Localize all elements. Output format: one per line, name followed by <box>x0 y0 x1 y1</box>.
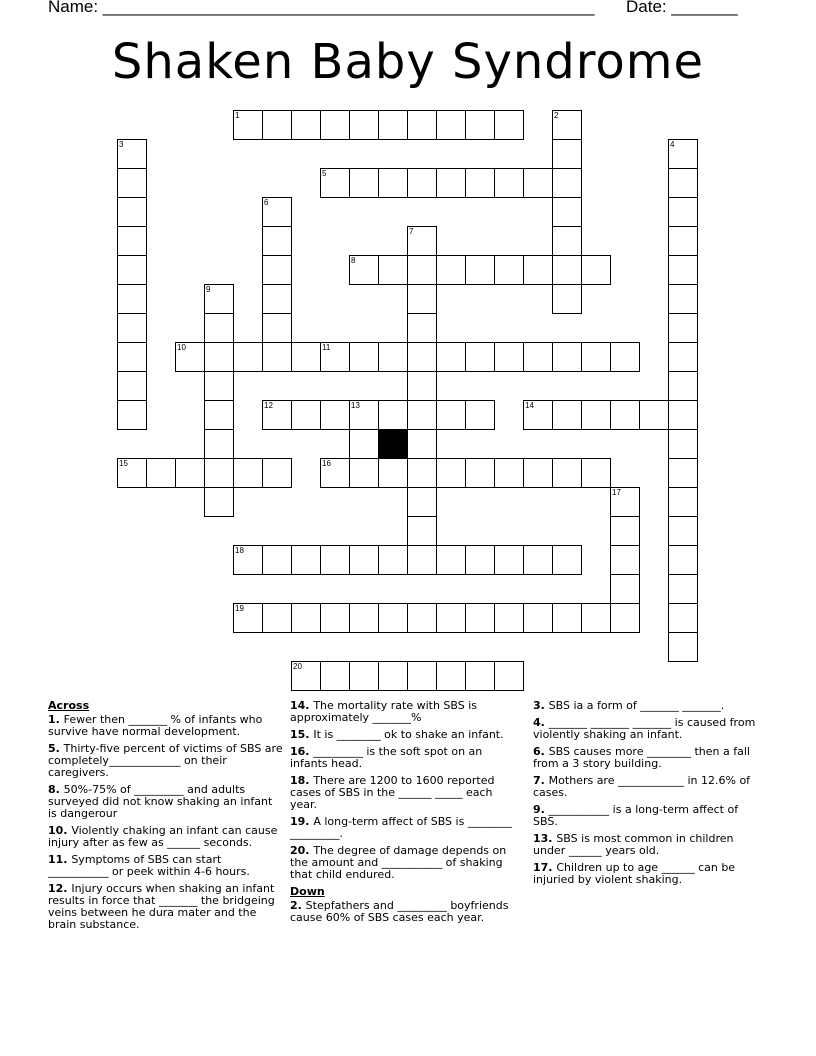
grid-cell[interactable] <box>668 139 698 169</box>
grid-cell[interactable] <box>349 661 379 691</box>
clue-number: 16 <box>322 459 331 468</box>
grid-cell[interactable] <box>320 168 350 198</box>
clue-text: Fewer then _______ % of infants who survive have normal development. <box>48 713 263 738</box>
grid-cell[interactable] <box>668 487 698 517</box>
grid-cell[interactable] <box>349 458 379 488</box>
clue-number-label: 8. <box>48 783 64 796</box>
grid-cell[interactable] <box>117 342 147 372</box>
grid-cell[interactable] <box>494 168 524 198</box>
grid-cell[interactable] <box>494 545 524 575</box>
grid-cell[interactable] <box>668 603 698 633</box>
clue-number-label: 11. <box>48 853 72 866</box>
across-clue-list <box>48 714 284 931</box>
grid-cell[interactable] <box>407 458 437 488</box>
clue <box>48 883 284 931</box>
grid-cell[interactable] <box>378 168 408 198</box>
grid-cell[interactable] <box>407 487 437 517</box>
clue <box>533 700 765 712</box>
grid-cell[interactable] <box>407 342 437 372</box>
clue-text: There are 1200 to 1600 reported cases of SBS in the ______ _____ each year. <box>290 774 495 811</box>
grid-cell[interactable] <box>262 603 292 633</box>
grid-cell[interactable] <box>610 574 640 604</box>
grid-cell[interactable] <box>117 168 147 198</box>
clue-number: 18 <box>235 546 244 555</box>
grid-cell[interactable] <box>465 603 495 633</box>
grid-cell[interactable] <box>465 342 495 372</box>
clue-number-label: 13. <box>533 832 557 845</box>
clue-number-label: 17. <box>533 861 557 874</box>
clue-number: 4 <box>670 140 675 149</box>
clue-number: 1 <box>235 111 240 120</box>
clue-number-label: 10. <box>48 824 72 837</box>
grid-cell[interactable] <box>407 371 437 401</box>
grid-cell[interactable] <box>523 458 553 488</box>
grid-cell[interactable] <box>204 313 234 343</box>
clue-text: It is ________ ok to shake an infant. <box>313 728 504 741</box>
clue-number: 14 <box>525 401 534 410</box>
grid-cell[interactable] <box>407 110 437 140</box>
grid-cell[interactable] <box>320 342 350 372</box>
grid-cell[interactable] <box>552 139 582 169</box>
clue-text: Children up to age ______ can be injuried by violent shaking. <box>533 861 736 886</box>
grid-cell[interactable] <box>204 458 234 488</box>
grid-cell[interactable] <box>610 516 640 546</box>
grid-cell[interactable] <box>407 226 437 256</box>
clues-column-2 <box>290 700 522 929</box>
grid-cell[interactable] <box>494 342 524 372</box>
grid-cell[interactable] <box>552 226 582 256</box>
grid-cell[interactable] <box>436 255 466 285</box>
grid-cell[interactable] <box>581 255 611 285</box>
grid-cell[interactable] <box>494 661 524 691</box>
clue-number: 12 <box>264 401 273 410</box>
grid-cell[interactable] <box>204 400 234 430</box>
clue <box>48 784 284 820</box>
grid-cell[interactable] <box>117 139 147 169</box>
grid-cell[interactable] <box>175 458 205 488</box>
down-clue-list <box>290 900 522 924</box>
grid-cell[interactable] <box>436 545 466 575</box>
grid-cell[interactable] <box>233 545 263 575</box>
grid-cell[interactable] <box>668 284 698 314</box>
grid-cell[interactable] <box>204 487 234 517</box>
grid-cell[interactable] <box>668 458 698 488</box>
grid-cell[interactable] <box>204 284 234 314</box>
grid-cell[interactable] <box>552 168 582 198</box>
grid-cell[interactable] <box>146 458 176 488</box>
grid-cell[interactable] <box>407 255 437 285</box>
grid-cell[interactable] <box>349 400 379 430</box>
across-heading: Across <box>48 699 90 712</box>
grid-cell[interactable] <box>204 371 234 401</box>
grid-cell[interactable] <box>262 110 292 140</box>
grid-cell[interactable] <box>523 342 553 372</box>
grid-cell[interactable] <box>552 284 582 314</box>
grid-cell[interactable] <box>465 545 495 575</box>
grid-cell[interactable] <box>436 342 466 372</box>
name-field-label: Name: ____________________________________________________ <box>48 0 595 16</box>
grid-cell[interactable] <box>378 255 408 285</box>
grid-cell[interactable] <box>117 458 147 488</box>
header <box>48 0 748 22</box>
grid-cell[interactable] <box>291 110 321 140</box>
clue-text: ___________ is a long-term affect of SBS. <box>533 803 739 828</box>
grid-cell[interactable] <box>233 603 263 633</box>
grid-cell[interactable] <box>320 110 350 140</box>
grid-cell[interactable] <box>407 661 437 691</box>
grid-cell[interactable] <box>523 255 553 285</box>
grid-cell[interactable] <box>291 661 321 691</box>
grid-cell[interactable] <box>117 400 147 430</box>
grid-cell[interactable] <box>581 342 611 372</box>
grid-cell[interactable] <box>552 400 582 430</box>
grid-cell[interactable] <box>668 429 698 459</box>
grid-cell[interactable] <box>349 168 379 198</box>
black-cell <box>378 429 408 459</box>
grid-cell[interactable] <box>610 400 640 430</box>
grid-cell[interactable] <box>378 342 408 372</box>
clue-number: 5 <box>322 169 327 178</box>
grid-cell[interactable] <box>117 284 147 314</box>
clue-text: The degree of damage depends on the amount and ___________ of shaking that child endured. <box>290 844 507 881</box>
grid-cell[interactable] <box>262 255 292 285</box>
grid-cell[interactable] <box>610 487 640 517</box>
grid-cell[interactable] <box>668 313 698 343</box>
grid-cell[interactable] <box>262 545 292 575</box>
grid-cell[interactable] <box>465 168 495 198</box>
grid-cell[interactable] <box>494 110 524 140</box>
grid-cell[interactable] <box>494 603 524 633</box>
puzzle-title: Shaken Baby Syndrome <box>111 34 705 90</box>
grid-cell[interactable] <box>320 458 350 488</box>
grid-cell[interactable] <box>407 545 437 575</box>
grid-cell[interactable] <box>610 342 640 372</box>
grid-cell[interactable] <box>581 603 611 633</box>
grid-cell[interactable] <box>436 168 466 198</box>
down-heading: Down <box>290 885 325 898</box>
clue-text: Mothers are ____________ in 12.6% of cases. <box>533 774 751 799</box>
grid-cell[interactable] <box>233 342 263 372</box>
grid-cell[interactable] <box>233 110 263 140</box>
clue-text: Injury occurs when shaking an infant results in force that _______ the bridgeing veins between he dura mater and the brain substance. <box>48 882 275 931</box>
grid-cell[interactable] <box>668 400 698 430</box>
grid-cell[interactable] <box>291 342 321 372</box>
grid-cell[interactable] <box>494 458 524 488</box>
grid-cell[interactable] <box>291 603 321 633</box>
clue <box>290 816 522 840</box>
clue-number: 2 <box>554 111 559 120</box>
grid-cell[interactable] <box>291 400 321 430</box>
clue <box>48 743 284 779</box>
clue-number: 11 <box>322 343 331 352</box>
grid-cell[interactable] <box>436 661 466 691</box>
grid-cell[interactable] <box>494 255 524 285</box>
clue-text: SBS is most common in children under ______ years old. <box>533 832 734 857</box>
clues-column-1 <box>48 700 284 936</box>
grid-cell[interactable] <box>349 342 379 372</box>
grid-cell[interactable] <box>204 342 234 372</box>
grid-cell[interactable] <box>552 255 582 285</box>
grid-cell[interactable] <box>407 168 437 198</box>
clue-number: 15 <box>119 459 128 468</box>
clue-number-label: 7. <box>533 774 549 787</box>
grid-cell[interactable] <box>668 255 698 285</box>
grid-cell[interactable] <box>552 197 582 227</box>
grid-cell[interactable] <box>523 545 553 575</box>
grid-cell[interactable] <box>668 371 698 401</box>
grid-cell[interactable] <box>117 255 147 285</box>
grid-cell[interactable] <box>465 458 495 488</box>
clue-number-label: 6. <box>533 745 549 758</box>
across-clue-list-continued <box>290 700 522 881</box>
clue-number: 8 <box>351 256 356 265</box>
grid-cell[interactable] <box>407 313 437 343</box>
clue-text: 50%-75% of _________ and adults surveyed did not know shaking an infant is dangerour <box>48 783 273 820</box>
grid-cell[interactable] <box>320 545 350 575</box>
grid-cell[interactable] <box>465 400 495 430</box>
grid-cell[interactable] <box>436 603 466 633</box>
clue-number: 13 <box>351 401 360 410</box>
clue-number: 3 <box>119 140 124 149</box>
grid-cell[interactable] <box>407 603 437 633</box>
grid-cell[interactable] <box>523 168 553 198</box>
grid-cell[interactable] <box>204 429 234 459</box>
grid-cell[interactable] <box>262 400 292 430</box>
grid-cell[interactable] <box>320 603 350 633</box>
grid-cell[interactable] <box>233 458 263 488</box>
grid-cell[interactable] <box>117 371 147 401</box>
grid-cell[interactable] <box>117 313 147 343</box>
grid-cell[interactable] <box>349 110 379 140</box>
grid-cell[interactable] <box>262 226 292 256</box>
grid-cell[interactable] <box>262 284 292 314</box>
clue-text: The mortality rate with SBS is approximately _______% <box>290 699 478 724</box>
clue <box>533 862 765 886</box>
clue-number-label: 12. <box>48 882 72 895</box>
grid-cell[interactable] <box>378 661 408 691</box>
clue-number-label: 18. <box>290 774 314 787</box>
grid-cell[interactable] <box>175 342 205 372</box>
clue <box>533 746 765 770</box>
clue-number-label: 5. <box>48 742 64 755</box>
grid-cell[interactable] <box>349 429 379 459</box>
grid-cell[interactable] <box>668 226 698 256</box>
date-field-label: Date: _______ <box>626 0 738 16</box>
grid-cell[interactable] <box>552 458 582 488</box>
clue-number-label: 15. <box>290 728 314 741</box>
grid-cell[interactable] <box>436 110 466 140</box>
grid-cell[interactable] <box>262 458 292 488</box>
grid-cell[interactable] <box>262 342 292 372</box>
grid-cell[interactable] <box>117 197 147 227</box>
clue-text: Violently chaking an infant can cause injury after as few as ______ seconds. <box>48 824 278 849</box>
grid-cell[interactable] <box>407 429 437 459</box>
clue <box>290 900 522 924</box>
grid-cell[interactable] <box>117 226 147 256</box>
grid-cell[interactable] <box>552 603 582 633</box>
grid-cell[interactable] <box>349 255 379 285</box>
clue-number: 6 <box>264 198 269 207</box>
clue-number-label: 16. <box>290 745 314 758</box>
grid-cell[interactable] <box>436 400 466 430</box>
grid-cell[interactable] <box>378 400 408 430</box>
clue-number-label: 19. <box>290 815 314 828</box>
grid-cell[interactable] <box>407 516 437 546</box>
down-clue-list-continued <box>533 700 765 886</box>
grid-cell[interactable] <box>523 603 553 633</box>
grid-cell[interactable] <box>291 545 321 575</box>
clue-number: 7 <box>409 227 414 236</box>
grid-cell[interactable] <box>465 661 495 691</box>
clue-text: Symptoms of SBS can start ___________ or peek within 4-6 hours. <box>48 853 250 878</box>
clue <box>48 714 284 738</box>
clue <box>48 825 284 849</box>
grid-cell[interactable] <box>320 400 350 430</box>
clues-column-3 <box>533 700 765 891</box>
clue-text: A long-term affect of SBS is ________ _________. <box>290 815 512 840</box>
clue-text: SBS ia a form of _______ _______. <box>548 699 725 712</box>
grid-cell[interactable] <box>465 110 495 140</box>
grid-cell[interactable] <box>262 313 292 343</box>
grid-cell[interactable] <box>407 400 437 430</box>
grid-cell[interactable] <box>610 603 640 633</box>
clue-text: _________ is the soft spot on an infants head. <box>290 745 483 770</box>
grid-cell[interactable] <box>581 458 611 488</box>
clue <box>290 729 522 741</box>
grid-cell[interactable] <box>581 400 611 430</box>
grid-cell[interactable] <box>552 110 582 140</box>
clue-number-label: 14. <box>290 699 314 712</box>
grid-cell[interactable] <box>668 516 698 546</box>
grid-cell[interactable] <box>610 545 640 575</box>
clue-text: _______ _______ _______ is caused from violently shaking an infant. <box>533 716 756 741</box>
grid-cell[interactable] <box>378 458 408 488</box>
grid-cell[interactable] <box>668 342 698 372</box>
grid-cell[interactable] <box>349 545 379 575</box>
clue <box>290 700 522 724</box>
grid-cell[interactable] <box>378 110 408 140</box>
grid-cell[interactable] <box>407 284 437 314</box>
grid-cell[interactable] <box>523 400 553 430</box>
clue <box>533 833 765 857</box>
grid-cell[interactable] <box>465 255 495 285</box>
clue-number: 20 <box>293 662 302 671</box>
clue-number: 9 <box>206 285 211 294</box>
grid-cell[interactable] <box>668 632 698 662</box>
clue-text: Thirty-five percent of victims of SBS are completely_____________ on their caregivers. <box>48 742 283 779</box>
grid-cell[interactable] <box>552 342 582 372</box>
clue <box>533 804 765 828</box>
clue-number-label: 1. <box>48 713 64 726</box>
clue-number-label: 3. <box>533 699 549 712</box>
grid-cell[interactable] <box>639 400 669 430</box>
clue-text: SBS causes more ________ then a fall from a 3 story building. <box>533 745 750 770</box>
grid-cell[interactable] <box>668 197 698 227</box>
clue <box>290 845 522 881</box>
clue-number: 10 <box>177 343 186 352</box>
clue <box>533 717 765 741</box>
grid-cell[interactable] <box>668 545 698 575</box>
clue-number-label: 2. <box>290 899 306 912</box>
grid-cell[interactable] <box>378 603 408 633</box>
grid-cell[interactable] <box>668 168 698 198</box>
grid-cell[interactable] <box>349 603 379 633</box>
clue-text: Stepfathers and _________ boyfriends cause 60% of SBS cases each year. <box>290 899 509 924</box>
grid-cell[interactable] <box>320 661 350 691</box>
clue-number-label: 4. <box>533 716 549 729</box>
clue-number-label: 20. <box>290 844 314 857</box>
clue <box>533 775 765 799</box>
clue <box>48 854 284 878</box>
clue <box>290 746 522 770</box>
grid-cell[interactable] <box>378 545 408 575</box>
clue-number: 17 <box>612 488 621 497</box>
clue <box>290 775 522 811</box>
grid-cell[interactable] <box>552 545 582 575</box>
clue-number: 19 <box>235 604 244 613</box>
grid-cell[interactable] <box>436 458 466 488</box>
grid-cell[interactable] <box>668 574 698 604</box>
clue-number-label: 9. <box>533 803 549 816</box>
grid-cell[interactable] <box>262 197 292 227</box>
